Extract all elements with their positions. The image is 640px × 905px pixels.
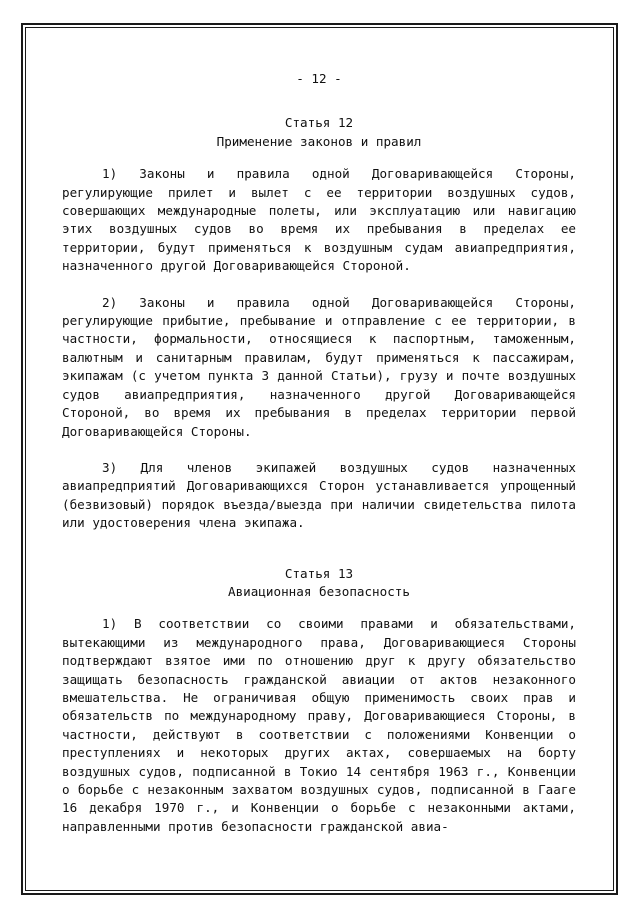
article-12-paragraph-1: 1) Законы и правила одной Договаривающейся Стороны, регулирующие прилет и вылет с ее территории воздушных судов, совершающих международные полеты, или эксплуатацию или навигацию этих воздушных судов во время их пребывания в пределах ее территории, будут применяться к воздушным судам авиапредприятия, назначенного другой Договаривающейся Стороной.	[62, 166, 576, 274]
article-12-paragraph-3: 3) Для членов экипажей воздушных судов назначенных авиапредприятий Договаривающихся Сторон устанавливается упрощенный (безвизовый) порядок въезда/выезда при наличии свидетельства пилота или удостоверения члена экипажа.	[62, 459, 576, 531]
article-13-paragraph-1: 1) В соответствии со своими правами и обязательствами, вытекающими из международного права, Договаривающиеся Стороны подтверждают взятое ими по отношению друг к другу обязательство защищать безопасность гражданской авиации от актов незаконного вмешательства. Не ограничивая общую применимость своих прав и обязательств по международному праву, Договаривающиеся Стороны, в частности, действуют в соответствии с положениями Конвенции о преступлениях и некоторых других актах, совершаемых на борту воздушных судов, подписанной в Токио 14 сентября 1963 г., Конвенции о борьбе с незаконным захватом воздушных судов, подписанной в Гааге 16 декабря 1970 г., и Конвенции о борьбе с незаконными актами, направленными против безопасности гражданской авиа-	[62, 616, 576, 834]
article-12	[62, 114, 576, 532]
article-13	[62, 565, 576, 837]
section-spacer	[62, 533, 576, 565]
article-13-title: Статья 13	[284, 565, 354, 581]
document-page	[62, 70, 576, 836]
article-12-title: Статья 12	[284, 115, 354, 131]
article-13-subtitle: Авиационная безопасность	[228, 583, 410, 599]
article-12-paragraph-2: 2) Законы и правила одной Договаривающейся Стороны, регулирующие прибытие, пребывание и отправление с ее территории, в частности, формальности, относящиеся к паспортным, таможенным, валютным и санитарным правилам, будут применяться к пассажирам, экипажам (с учетом пункта 3 данной Статьи), грузу и почте воздушных судов авиапредприятия, назначенного другой Договаривающейся Стороной, во время их пребывания в пределах территории первой Договаривающейся Стороны.	[62, 294, 576, 439]
page-number: - 12 -	[296, 71, 342, 86]
article-12-subtitle: Применение законов и правил	[216, 133, 422, 149]
